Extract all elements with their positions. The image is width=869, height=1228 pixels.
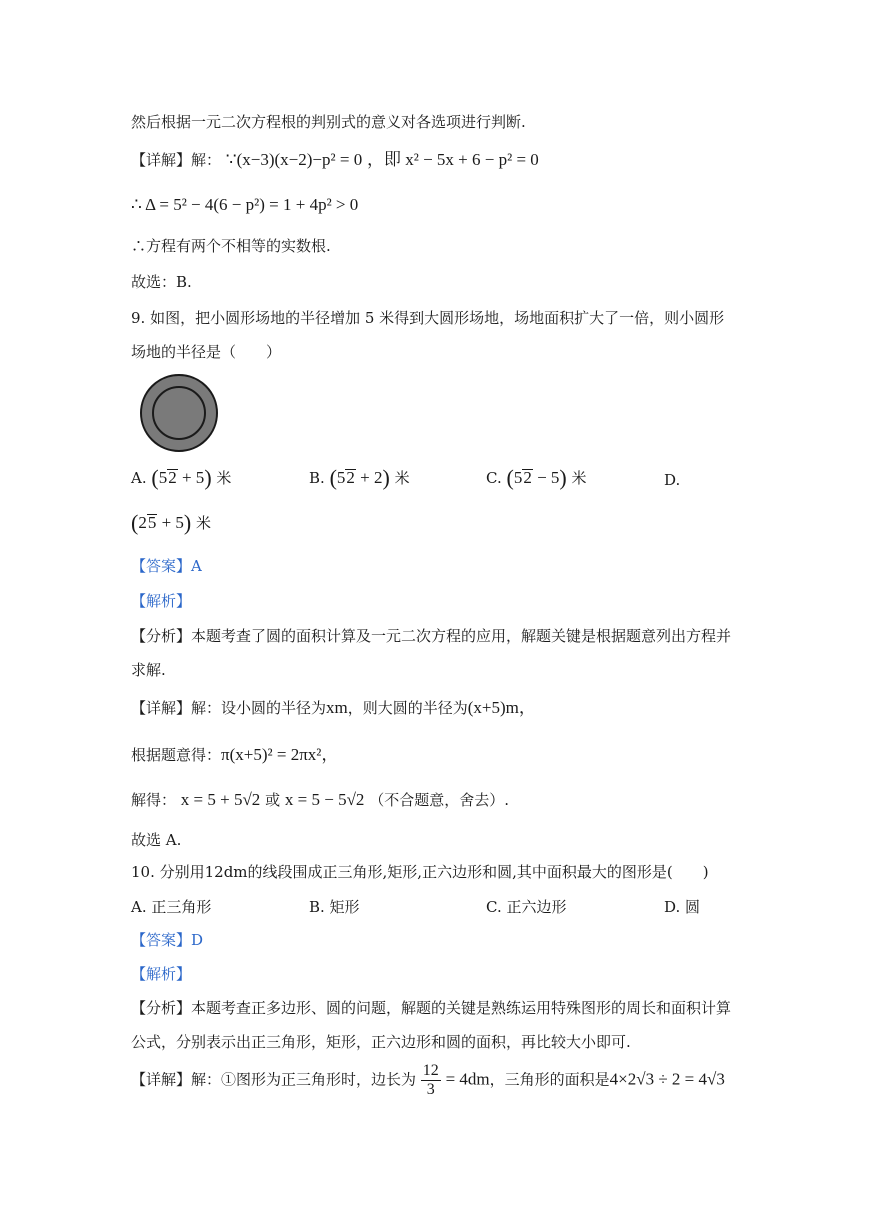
conclusion-line: ∴方程有两个不相等的实数根.	[131, 237, 331, 255]
answer-10: 【答案】D	[131, 931, 204, 949]
option-9-d-label: D.	[664, 471, 681, 489]
option-9-a	[131, 465, 232, 490]
solution-9-root2: x = 5 − 5√2	[284, 790, 365, 809]
option-label: C.	[486, 469, 502, 487]
option-10-d: D. 圆	[664, 898, 701, 916]
solution-9-or: 或	[265, 791, 281, 809]
detail-9-prefix: 【详解】解：设小圆的半径为	[131, 699, 327, 717]
option-9-d-expr: (25 + 5)	[131, 510, 192, 535]
solution-9-note: （不合题意，舍去）.	[369, 791, 509, 809]
question-9-line2: 场地的半径是（ ）	[131, 343, 282, 361]
option-label: B.	[309, 469, 325, 487]
analysis-10-line1: 【分析】本题考查正多边形、圆的问题，解题的关键是熟练运用特殊图形的周长和面积计算	[131, 999, 732, 1017]
fraction-12-over-3	[421, 1062, 441, 1099]
option-9-a-expr: (52 + 5)	[151, 465, 212, 490]
equation-1: ∵(x−3)(x−2)−p² = 0	[225, 150, 363, 169]
detail-10-line	[131, 1062, 725, 1099]
analysis-10-heading: 【解析】	[131, 965, 192, 983]
unit-label: 米	[571, 469, 587, 487]
triangle-area: 4×2√3 ÷ 2 = 4√3	[609, 1069, 725, 1089]
question-9-line1: 9. 如图，把小圆形场地的半径增加 5 米得到大圆形场地，场地面积扩大了一倍，则小圆形	[131, 309, 725, 327]
equation-9: π(x+5)² = 2πx²，	[221, 745, 339, 764]
text-line: 然后根据一元二次方程根的判别式的意义对各选项进行判断.	[131, 113, 526, 131]
analysis-9-line1: 【分析】本题考查了圆的面积计算及一元二次方程的应用，解题关键是根据题意列出方程并	[131, 627, 732, 645]
detail-9-mid: ，则大圆的半径为	[347, 699, 468, 717]
unit-label: 米	[394, 469, 410, 487]
option-10-a: A. 正三角形	[131, 898, 212, 916]
detail-10-prefix: 【详解】解：①图形为正三角形时，边长为	[131, 1070, 417, 1089]
choice-line: 故选：B.	[131, 273, 192, 291]
circles-figure	[139, 373, 221, 455]
unit-label: 米	[216, 469, 232, 487]
answer-9: 【答案】A	[131, 557, 202, 575]
option-label: A.	[131, 469, 147, 487]
option-10-b: B. 矩形	[309, 898, 360, 916]
detail-label: 【详解】解：	[131, 151, 222, 169]
inner-circle	[153, 387, 205, 439]
solution-9-prefix: 解得：	[131, 791, 177, 809]
fraction-numerator: 12	[422, 1062, 439, 1079]
detail-10-mid: ，三角形的面积是	[489, 1070, 610, 1089]
equation-9-prefix: 根据题意得：	[131, 746, 222, 764]
analysis-10-line2: 公式，分别表示出正三角形，矩形，正六边形和圆的面积，再比较大小即可.	[131, 1033, 631, 1051]
small-radius: xm	[326, 698, 348, 717]
option-9-b	[309, 465, 410, 490]
detail-line	[131, 150, 539, 170]
detail-9-line	[131, 698, 536, 718]
big-radius: (x+5)m，	[467, 698, 536, 717]
delta-equation: ∴ Δ = 5² − 4(6 − p²) = 1 + 4p² > 0	[131, 195, 359, 214]
analysis-9-line2: 求解.	[131, 661, 166, 679]
solution-9-root1: x = 5 + 5√2	[180, 790, 261, 809]
option-9-c-expr: (52 − 5)	[506, 465, 567, 490]
equation-1b: ，即 x² − 5x + 6 − p² = 0	[367, 150, 539, 169]
solution-9-line	[131, 790, 509, 810]
question-10: 10. 分别用12dm的线段围成正三角形,矩形,正六边形和圆,其中面积最大的图形是( )	[131, 863, 709, 881]
option-9-b-expr: (52 + 2)	[329, 465, 390, 490]
unit-label: 米	[196, 514, 212, 532]
option-9-c	[486, 465, 587, 490]
analysis-9-heading: 【解析】	[131, 592, 192, 610]
option-9-d	[131, 510, 212, 535]
side-length: = 4dm	[445, 1069, 490, 1089]
equation-9-line	[131, 745, 338, 765]
option-10-c: C. 正六边形	[486, 898, 567, 916]
fraction-denominator: 3	[426, 1081, 435, 1098]
choose-9-line: 故选 A.	[131, 831, 182, 849]
